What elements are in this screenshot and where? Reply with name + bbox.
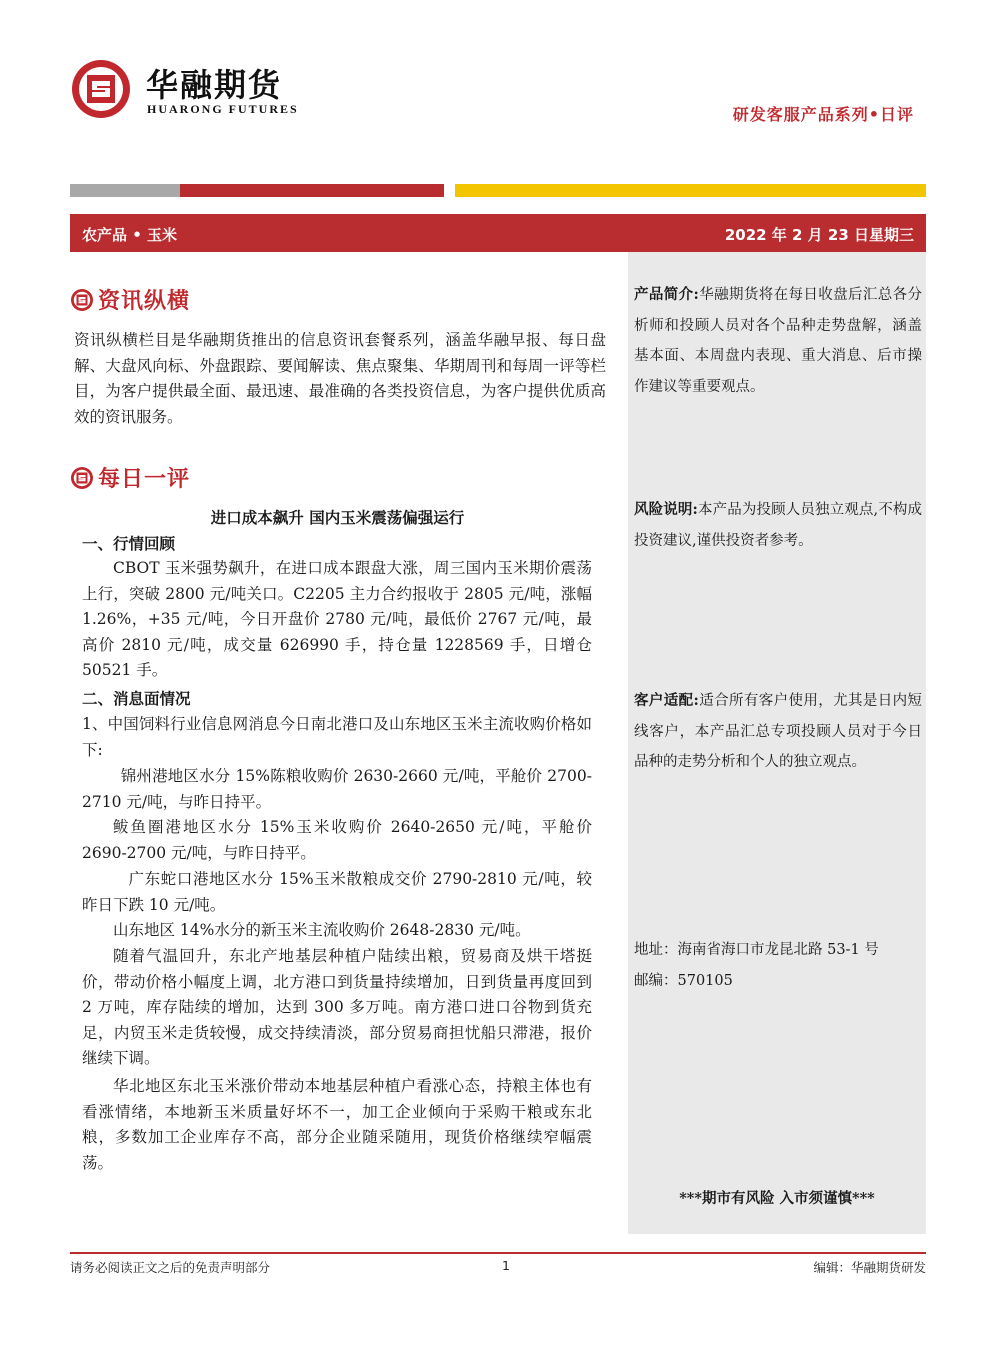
section-news-title: 资讯纵横 bbox=[98, 289, 191, 314]
risk-text: 本产品为投顾人员独立观点,不构成投资建议,谨供投资者参考。 bbox=[634, 502, 922, 549]
category-label: 农产品 • 玉米 bbox=[82, 226, 178, 244]
disclaimer-note: 请务必阅读正文之后的免责声明部分 bbox=[70, 1260, 271, 1275]
client-fit bbox=[634, 686, 922, 778]
brand-name: 华融期货 bbox=[146, 66, 283, 104]
address: 地址：海南省海口市龙昆北路 53-1 号 bbox=[634, 942, 879, 958]
risk-motto: ***期市有风险 入市须谨慎*** bbox=[679, 1190, 875, 1207]
article-title: 进口成本飙升 国内玉米震荡偏强运行 bbox=[210, 509, 465, 527]
contact-info bbox=[634, 935, 879, 997]
analysis-paragraph-2: 华北地区东北玉米涨价带动本地基层种植户看涨心态，持粮主体也有看涨情绪，本地新玉米质量好坏不一，加工企业倾向于采购干粮或东北粮，多数加工企业库存不高，部分企业随采随用，现货价格继续窄幅震荡。 bbox=[82, 1077, 592, 1172]
analysis-paragraph-1: 随着气温回升，东北产地基层种植户陆续出粮，贸易商及烘干塔挺价，带动价格小幅度上调，北方港口到货量持续增加，日到货量再度回到 2 万吨，库存陆续的增加，达到 300 多万吨。南方港口进口谷物到货充足，内贸玉米走货较慢，成交持续清淡，部分贸易商担忧船只滞港，报价继续下调。 bbox=[82, 947, 592, 1067]
report-date: 2022 年 2 月 23 日星期三 bbox=[724, 226, 914, 244]
footer-divider bbox=[70, 1252, 926, 1254]
page-number: 1 bbox=[502, 1258, 510, 1273]
header-bar-gray bbox=[70, 184, 180, 197]
product-intro-text: 华融期货将在每日收盘后汇总各分析师和投顾人员对各个品种走势盘解，涵盖基本面、本周盘内表现、重大消息、后市操作建议等重要观点。 bbox=[634, 287, 922, 395]
huarong-logo-icon bbox=[70, 58, 132, 120]
subheading-news: 二、消息面情况 bbox=[82, 690, 191, 708]
section-logo-icon bbox=[70, 466, 94, 490]
header-bar-yellow bbox=[455, 184, 926, 197]
section-daily-header bbox=[70, 462, 190, 493]
news-bayuquan: 鲅鱼圈港地区水分 15%玉米收购价 2640-2650 元/吨，平舱价 2690-2700 元/吨，与昨日持平。 bbox=[82, 818, 592, 862]
brand-name-en: HUARONG FUTURES bbox=[147, 102, 299, 116]
section-daily-title: 每日一评 bbox=[98, 467, 191, 492]
product-intro-label: 产品简介: bbox=[634, 286, 699, 303]
client-text: 适合所有客户使用，尤其是日内短线客户，本产品汇总专项投顾人员对于今日品种的走势分析和个人的独立观点。 bbox=[634, 693, 922, 770]
risk-label: 风险说明: bbox=[634, 501, 698, 518]
news-jinzhou: 锦州港地区水分 15%陈粮收购价 2630-2660 元/吨，平舱价 2700-2710 元/吨，与昨日持平。 bbox=[82, 767, 592, 811]
news-shandong: 山东地区 14%水分的新玉米主流收购价 2648-2830 元/吨。 bbox=[113, 921, 531, 939]
header-bar-red bbox=[180, 184, 444, 197]
section-news-text: 资讯纵横栏目是华融期货推出的信息资讯套餐系列，涵盖华融早报、每日盘解、大盘风向标、外盘跟踪、要闻解读、焦点聚集、华期周刊和每周一评等栏目，为客户提供最全面、最迅速、最准确的各类投资信息，为客户提供优质高效的资讯服务。 bbox=[74, 331, 606, 426]
section-logo-icon bbox=[70, 288, 94, 312]
category-band bbox=[70, 214, 926, 252]
news-intro: 1、中国饲料行业信息网消息今日南北港口及山东地区玉米主流收购价格如下: bbox=[82, 715, 592, 759]
editor-note: 编辑：华融期货研发 bbox=[813, 1260, 926, 1275]
risk-note bbox=[634, 495, 922, 556]
sidebar bbox=[628, 252, 926, 1234]
product-intro bbox=[634, 280, 922, 402]
subheading-review: 一、行情回顾 bbox=[82, 535, 176, 553]
news-shekou: 广东蛇口港地区水分 15%玉米散粮成交价 2790-2810 元/吨，较昨日下跌 10 元/吨。 bbox=[82, 870, 592, 914]
market-review-text: CBOT 玉米强势飙升，在进口成本跟盘大涨，周三国内玉米期价震荡上行，突破 2800 元/吨关口。C2205 主力合约报收于 2805 元/吨，涨幅 1.26%，+35 元/吨，今日开盘价 2780 元/吨，最低价 2767 元/吨，最高价 2810 元/吨，成交量 626990 手，持仓量 1228569 手，日增仓 50521 手。 bbox=[82, 559, 592, 679]
client-label: 客户适配: bbox=[634, 692, 699, 709]
section-news-header bbox=[70, 284, 190, 315]
product-series: 研发客服产品系列•日评 bbox=[732, 105, 914, 124]
postcode: 邮编：570105 bbox=[634, 973, 733, 989]
